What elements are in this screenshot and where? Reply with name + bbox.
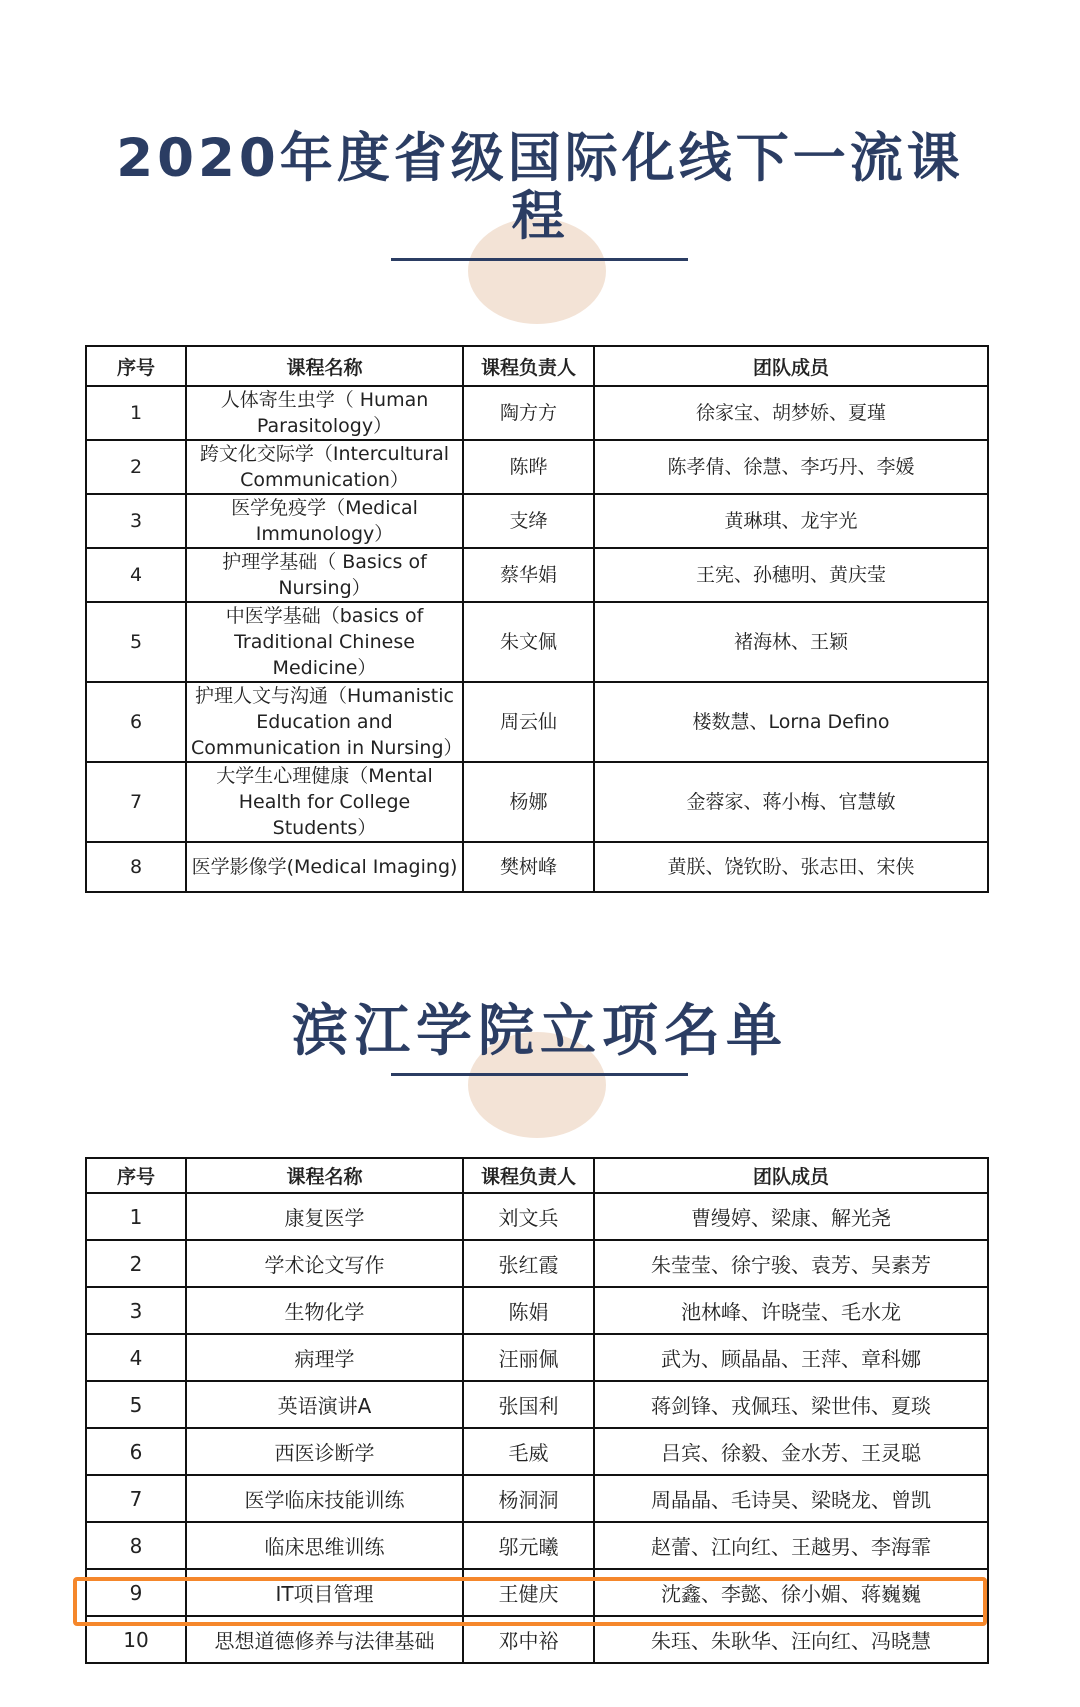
table-row xyxy=(86,494,988,548)
header-course: 课程名称 xyxy=(186,1158,463,1193)
cell-course: 护理学基础（ Basics of Nursing） xyxy=(186,548,463,602)
cell-no: 3 xyxy=(86,494,186,548)
cell-course: 跨文化交际学（Intercultural Communication） xyxy=(186,440,463,494)
table-row xyxy=(86,1240,988,1287)
cell-lead: 王健庆 xyxy=(463,1569,594,1616)
cell-course: 生物化学 xyxy=(186,1287,463,1334)
cell-team: 金蓉家、蒋小梅、官慧敏 xyxy=(594,762,988,842)
cell-team: 朱珏、朱耿华、汪向红、冯晓慧 xyxy=(594,1616,988,1663)
cell-lead: 杨洞洞 xyxy=(463,1475,594,1522)
cell-team: 黄朕、饶钦盼、张志田、宋侠 xyxy=(594,842,988,892)
cell-team: 赵蕾、江向红、王越男、李海霏 xyxy=(594,1522,988,1569)
cell-no: 6 xyxy=(86,682,186,762)
cell-lead: 张国利 xyxy=(463,1381,594,1428)
row-highlight-box xyxy=(73,1577,987,1626)
cell-lead: 邓中裕 xyxy=(463,1616,594,1663)
table-row xyxy=(86,1428,988,1475)
cell-no: 8 xyxy=(86,1522,186,1569)
cell-course: 人体寄生虫学（ Human Parasitology） xyxy=(186,386,463,440)
cell-lead: 支绛 xyxy=(463,494,594,548)
cell-no: 3 xyxy=(86,1287,186,1334)
cell-no: 10 xyxy=(86,1616,186,1663)
cell-lead: 周云仙 xyxy=(463,682,594,762)
cell-no: 1 xyxy=(86,1193,186,1240)
cell-course: 中医学基础（basics of Traditional Chinese Medicine） xyxy=(186,602,463,682)
cell-no: 6 xyxy=(86,1428,186,1475)
cell-team: 吕宾、徐毅、金水芳、王灵聪 xyxy=(594,1428,988,1475)
table-row xyxy=(86,842,988,892)
cell-team: 王宪、孙穗明、黄庆莹 xyxy=(594,548,988,602)
table-row xyxy=(86,1334,988,1381)
cell-no: 5 xyxy=(86,602,186,682)
title-underline xyxy=(391,258,688,261)
cell-course: 护理人文与沟通（Humanistic Education and Communication in Nursing） xyxy=(186,682,463,762)
header-lead: 课程负责人 xyxy=(463,1158,594,1193)
section2-title: 滨江学院立项名单 xyxy=(292,999,788,1064)
header-no: 序号 xyxy=(86,1158,186,1193)
header-no: 序号 xyxy=(86,346,186,386)
cell-lead: 樊树峰 xyxy=(463,842,594,892)
cell-no: 5 xyxy=(86,1381,186,1428)
table-row xyxy=(86,548,988,602)
cell-course: 思想道德修养与法律基础 xyxy=(186,1616,463,1663)
cell-course: 医学免疫学（Medical Immunology） xyxy=(186,494,463,548)
cell-no: 7 xyxy=(86,762,186,842)
table-row xyxy=(86,1522,988,1569)
cell-team: 黄琳琪、龙宇光 xyxy=(594,494,988,548)
table-row xyxy=(86,602,988,682)
cell-team: 沈鑫、李懿、徐小媚、蒋巍巍 xyxy=(594,1569,988,1616)
cell-no: 4 xyxy=(86,548,186,602)
cell-course: 西医诊断学 xyxy=(186,1428,463,1475)
cell-team: 徐家宝、胡梦娇、夏瑾 xyxy=(594,386,988,440)
cell-team: 朱莹莹、徐宁骏、袁芳、吴素芳 xyxy=(594,1240,988,1287)
table-row xyxy=(86,1287,988,1334)
table-row xyxy=(86,1381,988,1428)
header-team: 团队成员 xyxy=(594,1158,988,1193)
table-row xyxy=(86,386,988,440)
title-underline xyxy=(391,1073,688,1076)
cell-course: IT项目管理 xyxy=(186,1569,463,1616)
cell-team: 褚海林、王颖 xyxy=(594,602,988,682)
table-row xyxy=(86,1475,988,1522)
cell-lead: 陶方方 xyxy=(463,386,594,440)
cell-course: 临床思维训练 xyxy=(186,1522,463,1569)
cell-team: 陈孝倩、徐慧、李巧丹、李媛 xyxy=(594,440,988,494)
cell-course: 大学生心理健康（Mental Health for College Students） xyxy=(186,762,463,842)
table-header-row xyxy=(86,346,988,386)
cell-lead: 毛威 xyxy=(463,1428,594,1475)
cell-lead: 杨娜 xyxy=(463,762,594,842)
cell-course: 学术论文写作 xyxy=(186,1240,463,1287)
cell-course: 英语演讲A xyxy=(186,1381,463,1428)
cell-no: 4 xyxy=(86,1334,186,1381)
cell-lead: 陈晔 xyxy=(463,440,594,494)
table-row xyxy=(86,682,988,762)
cell-no: 2 xyxy=(86,440,186,494)
table-row xyxy=(86,762,988,842)
course-table-1 xyxy=(85,345,989,893)
cell-lead: 张红霞 xyxy=(463,1240,594,1287)
cell-course: 医学影像学(Medical Imaging) xyxy=(186,842,463,892)
table-row xyxy=(86,1193,988,1240)
cell-no: 8 xyxy=(86,842,186,892)
table-row xyxy=(86,440,988,494)
cell-course: 医学临床技能训练 xyxy=(186,1475,463,1522)
cell-course: 康复医学 xyxy=(186,1193,463,1240)
cell-no: 7 xyxy=(86,1475,186,1522)
cell-no: 2 xyxy=(86,1240,186,1287)
cell-lead: 陈娟 xyxy=(463,1287,594,1334)
header-lead: 课程负责人 xyxy=(463,346,594,386)
cell-lead: 邬元曦 xyxy=(463,1522,594,1569)
cell-team: 池林峰、许晓莹、毛水龙 xyxy=(594,1287,988,1334)
cell-course: 病理学 xyxy=(186,1334,463,1381)
cell-team: 楼数慧、Lorna Defino xyxy=(594,682,988,762)
cell-lead: 汪丽佩 xyxy=(463,1334,594,1381)
cell-lead: 朱文佩 xyxy=(463,602,594,682)
table-header-row xyxy=(86,1158,988,1193)
cell-lead: 刘文兵 xyxy=(463,1193,594,1240)
cell-team: 武为、顾晶晶、王萍、章科娜 xyxy=(594,1334,988,1381)
cell-no: 9 xyxy=(86,1569,186,1616)
cell-team: 蒋剑锋、戎佩珏、梁世伟、夏琰 xyxy=(594,1381,988,1428)
header-course: 课程名称 xyxy=(186,346,463,386)
cell-no: 1 xyxy=(86,386,186,440)
cell-team: 周晶晶、毛诗昊、梁晓龙、曾凯 xyxy=(594,1475,988,1522)
header-team: 团队成员 xyxy=(594,346,988,386)
section1-title: 2020年度省级国际化线下一流课程 xyxy=(116,128,964,247)
cell-team: 曹缦婷、梁康、解光尧 xyxy=(594,1193,988,1240)
cell-lead: 蔡华娟 xyxy=(463,548,594,602)
